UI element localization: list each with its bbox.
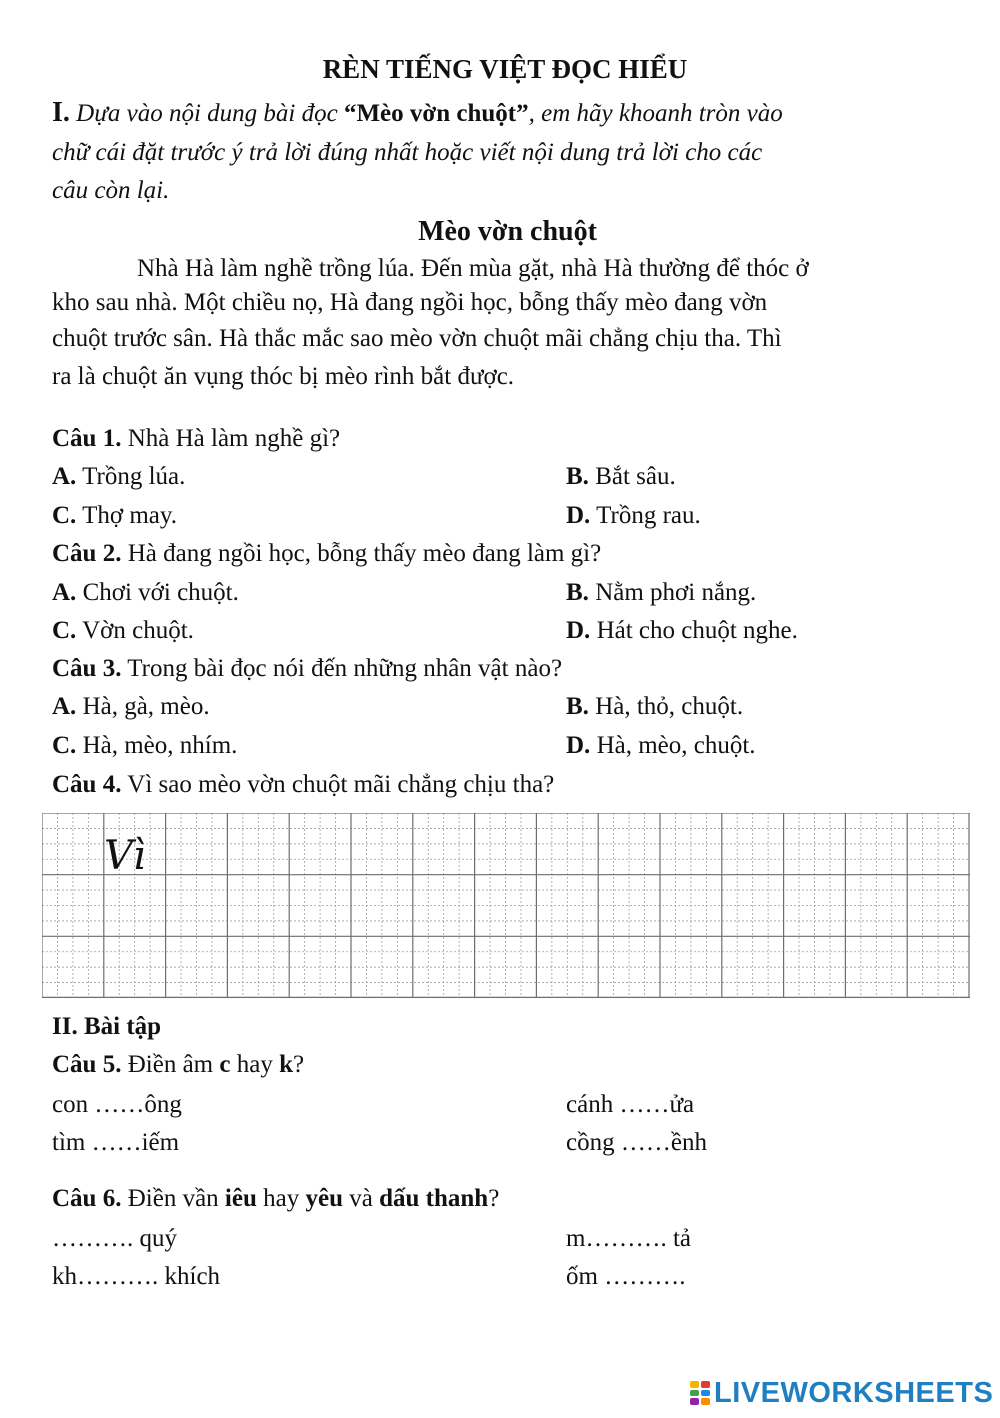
q6-blank-3[interactable]: kh………. khích <box>52 1263 221 1290</box>
q5-blank-2[interactable]: cánh ……ửa <box>566 1091 695 1118</box>
instruction-line-2: chữ cái đặt trước ý trả lời đúng nhất hoặc viết nội dung trả lời cho các <box>52 139 763 166</box>
q2-option-d[interactable]: D. Hát cho chuột nghe. <box>566 617 798 644</box>
q3-option-c[interactable]: C. Hà, mèo, nhím. <box>52 732 238 759</box>
q5-blank-1[interactable]: con ……ông <box>52 1091 182 1118</box>
story-name-ref: “Mèo vờn chuột” <box>343 100 529 127</box>
q1-option-d[interactable]: D. Trồng rau. <box>566 502 701 529</box>
logo-text: LIVEWORKSHEETS <box>714 1376 994 1409</box>
q6-blank-2[interactable]: m………. tả <box>566 1225 691 1252</box>
question-3: Câu 3. Trong bài đọc nói đến những nhân vật nào? <box>52 655 563 682</box>
q5-blank-4[interactable]: cồng ……ềnh <box>566 1129 707 1156</box>
section-number: I. <box>52 97 70 128</box>
handwriting-answer-grid[interactable] <box>42 813 970 998</box>
question-1: Câu 1. Nhà Hà làm nghề gì? <box>52 425 341 452</box>
section-2-heading: II. Bài tập <box>52 1013 162 1040</box>
q2-option-c[interactable]: C. Vờn chuột. <box>52 617 194 644</box>
handwritten-answer-start: Vì <box>104 833 146 879</box>
q1-option-c[interactable]: C. Thợ may. <box>52 502 178 529</box>
story-line-2: kho sau nhà. Một chiều nọ, Hà đang ngồi học, bỗng thấy mèo đang vờn <box>52 289 768 316</box>
question-2: Câu 2. Hà đang ngồi học, bỗng thấy mèo đang làm gì? <box>52 540 602 567</box>
q2-option-a[interactable]: A. Chơi với chuột. <box>52 579 239 606</box>
liveworksheets-logo[interactable] <box>690 1376 993 1410</box>
worksheet-title: RÈN TIẾNG VIỆT ĐỌC HIỂU <box>322 54 688 84</box>
q6-blank-1[interactable]: ………. quý <box>52 1225 177 1252</box>
story-title: Mèo vờn chuột <box>418 216 597 247</box>
q3-option-d[interactable]: D. Hà, mèo, chuột. <box>566 732 756 759</box>
q3-option-b[interactable]: B. Hà, thỏ, chuột. <box>566 693 744 720</box>
question-6: Câu 6. Điền vần iêu hay yêu và dấu thanh? <box>52 1185 500 1212</box>
q5-blank-3[interactable]: tìm ……iếm <box>52 1129 180 1156</box>
q3-option-a[interactable]: A. Hà, gà, mèo. <box>52 693 210 720</box>
story-line-1: Nhà Hà làm nghề trồng lúa. Đến mùa gặt, nhà Hà thường để thóc ở <box>137 255 809 282</box>
instruction-line-1: I. Dựa vào nội dung bài đọc “Mèo vờn chuột”, em hãy khoanh tròn vào <box>52 97 783 128</box>
q2-option-b[interactable]: B. Nằm phơi nắng. <box>566 579 757 606</box>
question-5: Câu 5. Điền âm c hay k? <box>52 1051 305 1078</box>
story-line-3: chuột trước sân. Hà thắc mắc sao mèo vờn chuột mãi chẳng chịu tha. Thì <box>52 325 782 352</box>
q1-option-b[interactable]: B. Bắt sâu. <box>566 463 676 490</box>
question-4: Câu 4. Vì sao mèo vờn chuột mãi chẳng chịu tha? <box>52 771 555 798</box>
instruction-line-3: câu còn lại. <box>52 177 170 204</box>
logo-blocks-icon <box>690 1381 710 1405</box>
q1-option-a[interactable]: A. Trồng lúa. <box>52 463 186 490</box>
story-line-4: ra là chuột ăn vụng thóc bị mèo rình bắt được. <box>52 363 515 390</box>
q6-blank-4[interactable]: ốm ………. <box>566 1263 686 1290</box>
